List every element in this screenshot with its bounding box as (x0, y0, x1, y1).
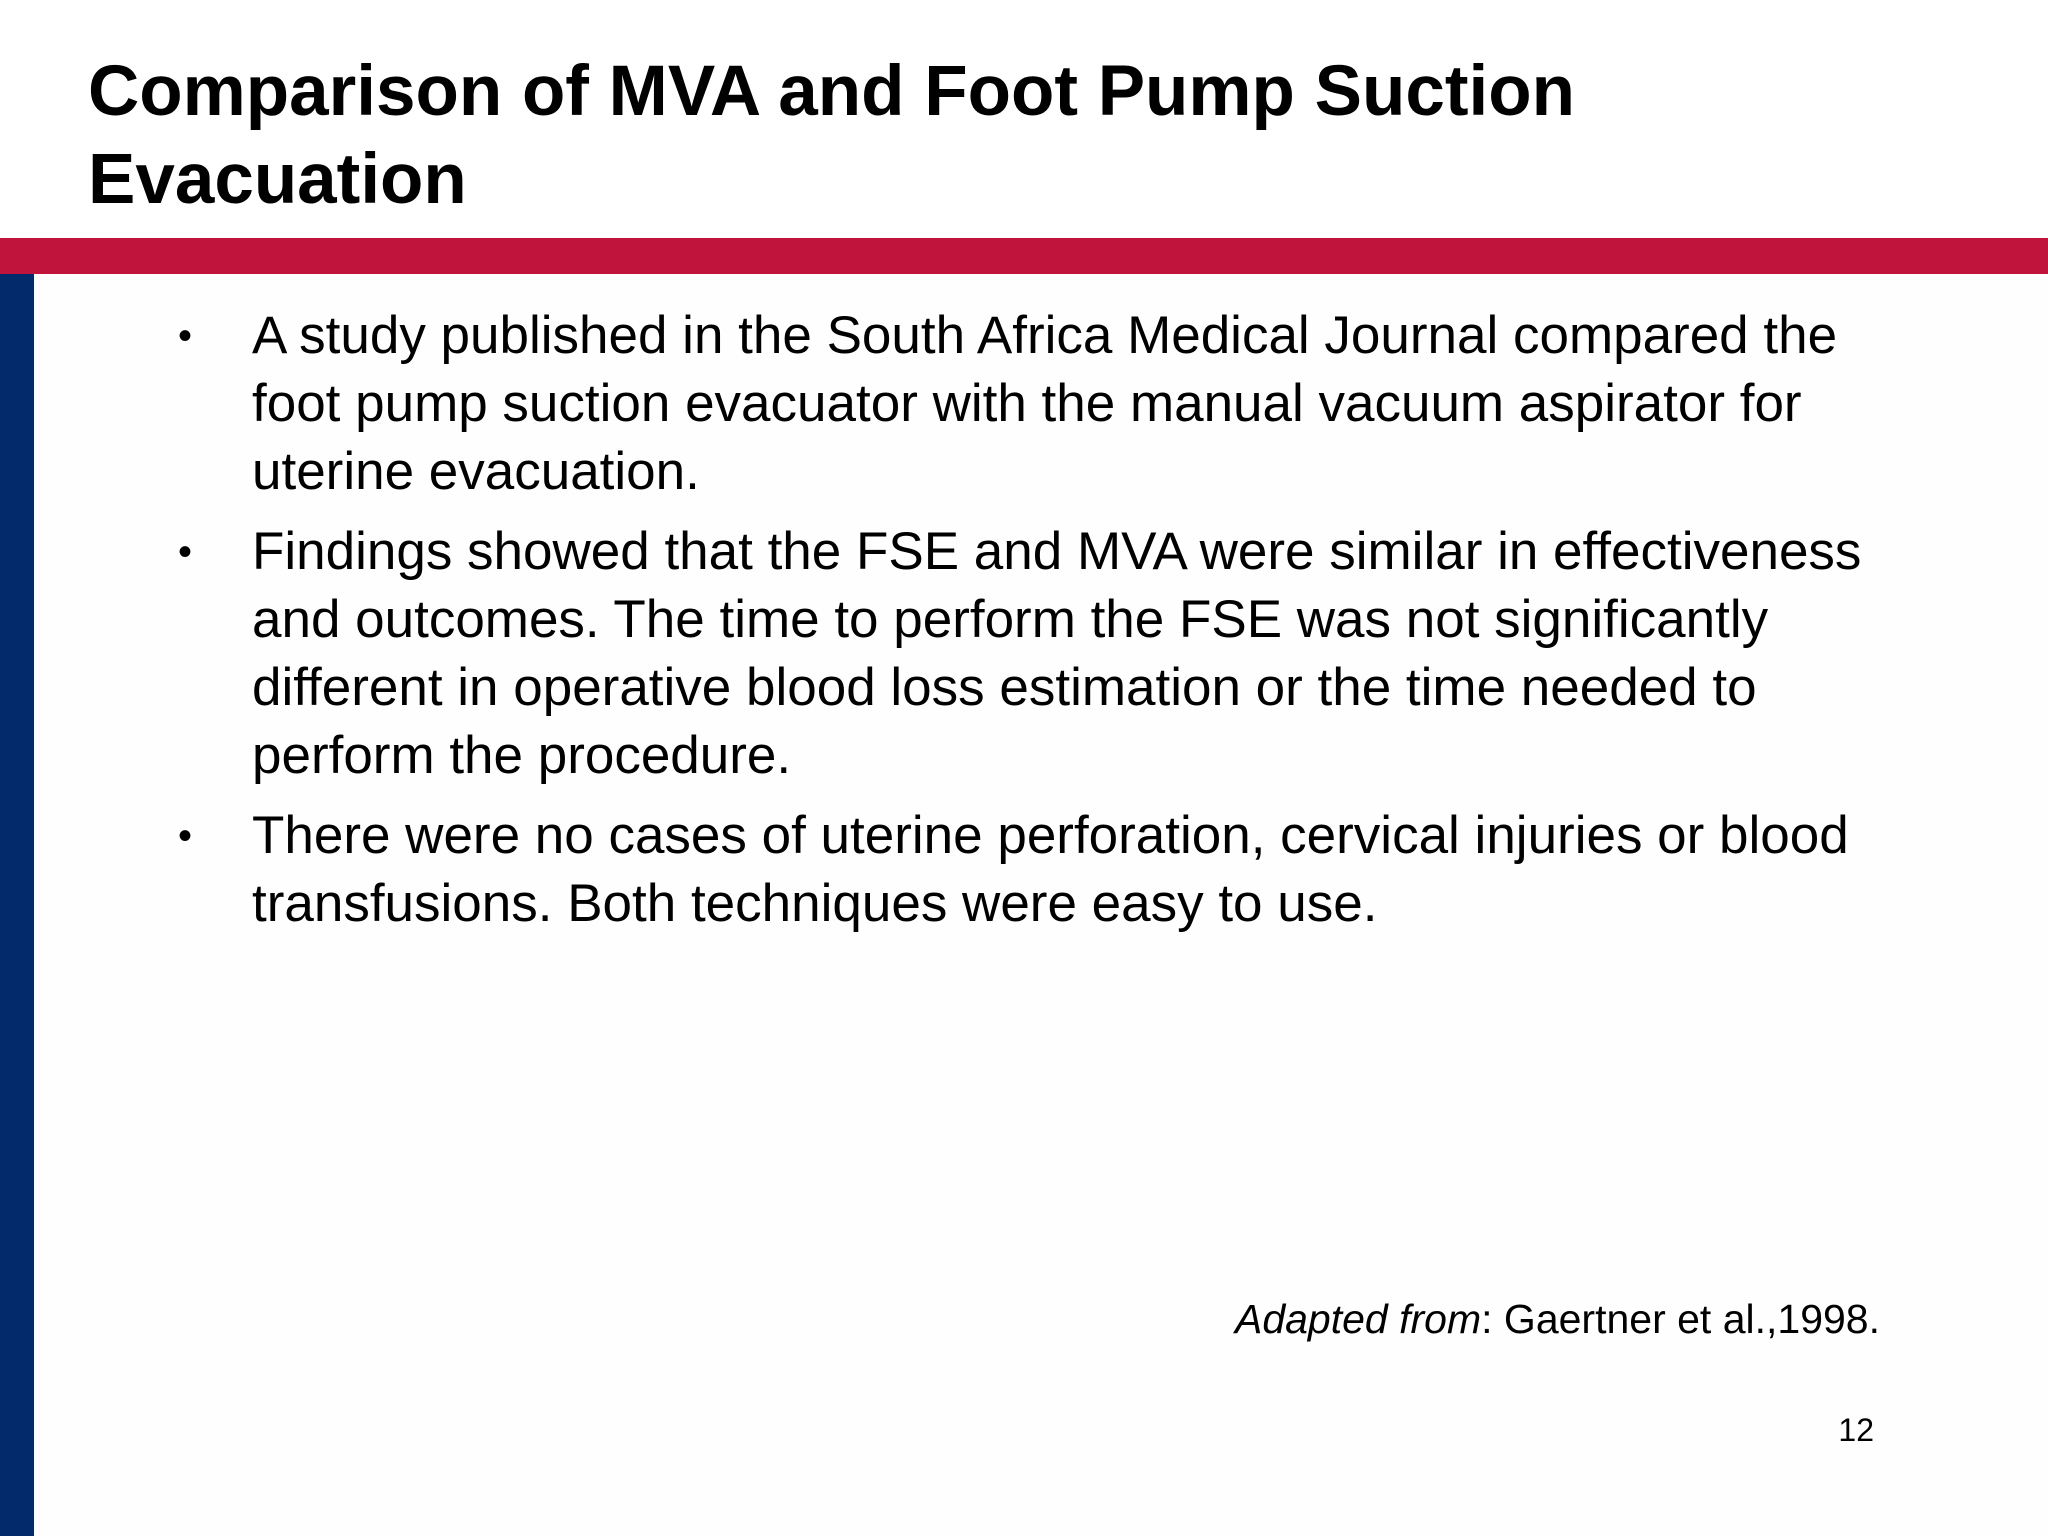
bullet-text: There were no cases of uterine perforation, cervical injuries or blood transfusions. Both techniques were easy to use. (252, 806, 1849, 933)
source-citation (1235, 1290, 1880, 1348)
page-number: 12 (1838, 1412, 1874, 1448)
bullet-text: A study published in the South Africa Medical Journal compared the foot pump suction evacuator with the manual vacuum aspirator for uterine evacuation. (252, 306, 1838, 501)
title-divider-rule (0, 238, 2048, 274)
bullet-dot-icon: • (178, 314, 193, 358)
bullet-item (170, 518, 1890, 790)
slide-title: Comparison of MVA and Foot Pump Suction Evacuation (88, 52, 1575, 219)
bullet-item (170, 802, 1890, 938)
bullet-dot-icon: • (178, 530, 193, 574)
bullet-item (170, 302, 1890, 506)
source-reference: Gaertner et al.,1998. (1492, 1296, 1880, 1342)
source-separator: : (1481, 1296, 1493, 1342)
left-accent-bar (0, 274, 34, 1536)
bullet-text: Findings showed that the FSE and MVA were similar in effectiveness and outcomes. The time to perform the FSE was not significantly different in operative blood loss estimation or the time needed to perform the procedure. (252, 522, 1862, 785)
source-prefix: Adapted from (1234, 1296, 1482, 1342)
title-area (0, 0, 2048, 238)
bullet-list (170, 302, 1890, 950)
bullet-dot-icon: • (178, 814, 193, 858)
